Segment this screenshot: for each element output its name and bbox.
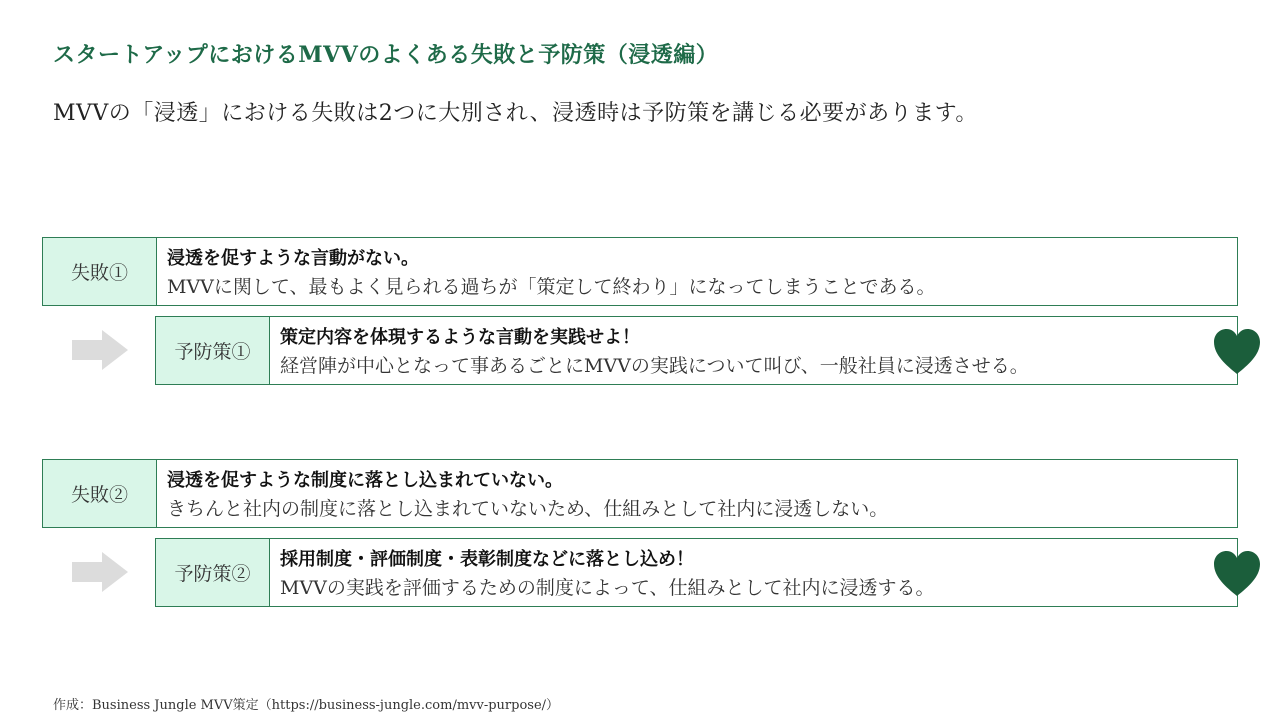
prevention-label-1: 予防策① <box>156 317 270 384</box>
failure-label-1: 失敗① <box>43 238 157 305</box>
failure-body-2: きちんと社内の制度に落とし込まれていないため、仕組みとして社内に浸透しない。 <box>167 498 889 520</box>
heart-icon <box>1212 549 1262 597</box>
failure-box-2 <box>42 459 1238 528</box>
prevention-content-1 <box>270 317 1029 384</box>
prevention-box-2 <box>155 538 1238 607</box>
prevention-box-1 <box>155 316 1238 385</box>
page-title: スタートアップにおけるMVVのよくある失敗と予防策（浸透編） <box>53 42 719 68</box>
failure-content-1 <box>157 238 936 305</box>
prevention-body-1: 経営陣が中心となって事あるごとにMVVの実践について叫び、一般社員に浸透させる。 <box>280 355 1029 377</box>
prevention-body-2: MVVの実践を評価するための制度によって、仕組みとして社内に浸透する。 <box>280 577 935 599</box>
failure-heading-2: 浸透を促すような制度に落とし込まれていない。 <box>167 470 563 491</box>
source-footer: 作成：Business Jungle MVV策定（https://business-jungle.com/mvv-purpose/） <box>53 698 560 713</box>
prevention-content-2 <box>270 539 935 606</box>
failure-box-1 <box>42 237 1238 306</box>
prevention-heading-1: 策定内容を体現するような言動を実践せよ！ <box>280 327 640 348</box>
prevention-heading-2: 採用制度・評価制度・表彰制度などに落とし込め！ <box>280 549 694 570</box>
heart-icon <box>1212 327 1262 375</box>
failure-content-2 <box>157 460 888 527</box>
prevention-label-2: 予防策② <box>156 539 270 606</box>
failure-label-2: 失敗② <box>43 460 157 527</box>
right-arrow-icon <box>72 552 128 592</box>
page-subtitle: MVVの「浸透」における失敗は2つに大別され、浸透時は予防策を講じる必要があります。 <box>53 101 978 126</box>
failure-heading-1: 浸透を促すような言動がない。 <box>167 248 419 269</box>
failure-body-1: MVVに関して、最もよく見られる過ちが「策定して終わり」になってしまうことである。 <box>167 276 936 298</box>
right-arrow-icon <box>72 330 128 370</box>
